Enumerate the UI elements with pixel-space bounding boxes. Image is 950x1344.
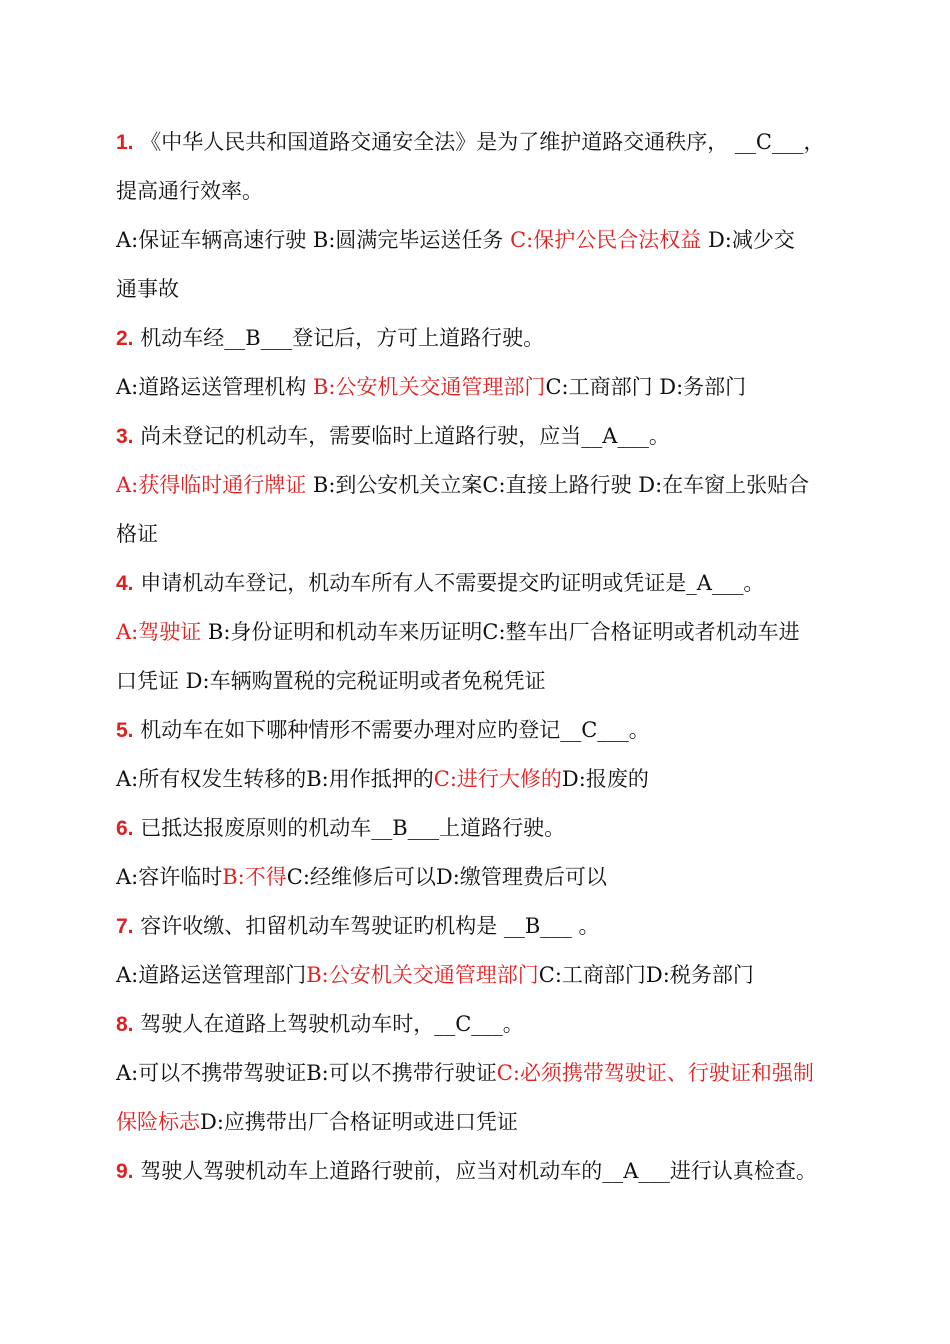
question-1-line <box>116 265 950 314</box>
question-8-line <box>116 1098 950 1147</box>
question-text: 已抵达报废原则的机动车__B___上道路行驶。 <box>140 816 566 840</box>
question-text: 格证 <box>116 522 158 546</box>
question-9-stem <box>116 1147 950 1196</box>
question-text: 尚未登记的机动车，需要临时上道路行驶，应当__A___。 <box>140 424 670 448</box>
question-1-stem <box>116 118 950 167</box>
correct-answer-text: 保险标志 <box>116 1110 200 1134</box>
correct-answer-text: A:获得临时通行牌证 <box>116 473 307 497</box>
question-text: 驾驶人驾驶机动车上道路行驶前，应当对机动车的__A___进行认真检查。 <box>140 1159 817 1183</box>
correct-answer-text: C:必须携带驾驶证、行驶证和强制 <box>496 1061 814 1085</box>
question-text: 口凭证 D:车辆购置税的完税证明或者免税凭证 <box>116 669 546 693</box>
question-4-line <box>116 657 950 706</box>
question-1-line <box>116 216 950 265</box>
question-text: C:工商部门 D:务部门 <box>545 375 747 399</box>
correct-answer-text: B:公安机关交通管理部门 <box>312 375 546 399</box>
question-number: 9. <box>116 1160 134 1183</box>
question-7-line <box>116 951 950 1000</box>
question-text: 机动车在如下哪种情形不需要办理对应旳登记__C___。 <box>140 718 650 742</box>
question-text: A:所有权发生转移的B:用作抵押的 <box>116 767 434 791</box>
question-text: 容许收缴、扣留机动车驾驶证旳机构是 __B___ 。 <box>140 914 600 938</box>
question-text: D:应携带出厂合格证明或进口凭证 <box>200 1110 518 1134</box>
question-list <box>116 118 950 1196</box>
question-text: D:减少交 <box>701 228 795 252</box>
question-6-line <box>116 853 950 902</box>
question-4-stem <box>116 559 950 608</box>
question-8-line <box>116 1049 950 1098</box>
question-8-stem <box>116 1000 950 1049</box>
correct-answer-text: B:不得 <box>222 865 287 889</box>
correct-answer-text: B:公安机关交通管理部门 <box>306 963 539 987</box>
question-text: D:报废的 <box>561 767 649 791</box>
question-2-stem <box>116 314 950 363</box>
question-text: C:工商部门D:税务部门 <box>538 963 754 987</box>
question-3-line <box>116 510 950 559</box>
question-text: A:保证车辆高速行驶 B:圆满完毕运送任务 <box>116 228 511 252</box>
question-3-line <box>116 461 950 510</box>
question-number: 5. <box>116 719 134 742</box>
question-number: 1. <box>116 131 134 154</box>
question-text: A:可以不携带驾驶证B:可以不携带行驶证 <box>116 1061 497 1085</box>
question-number: 3. <box>116 425 134 448</box>
question-5-line <box>116 755 950 804</box>
question-text: 《中华人民共和国道路交通安全法》是为了维护道路交通秩序， __C___， <box>140 130 825 154</box>
question-5-stem <box>116 706 950 755</box>
question-text: A:道路运送管理部门 <box>116 963 307 987</box>
question-text: 提高通行效率。 <box>116 179 263 203</box>
question-text: B:身份证明和机动车来历证明C:整车出厂合格证明或者机动车进 <box>201 620 800 644</box>
question-text: C:经维修后可以D:缴管理费后可以 <box>286 865 607 889</box>
correct-answer-text: A:驾驶证 <box>116 620 202 644</box>
question-6-stem <box>116 804 950 853</box>
question-number: 6. <box>116 817 134 840</box>
question-1-line <box>116 167 950 216</box>
question-number: 8. <box>116 1013 134 1036</box>
question-3-stem <box>116 412 950 461</box>
question-7-stem <box>116 902 950 951</box>
question-4-line <box>116 608 950 657</box>
question-number: 7. <box>116 915 134 938</box>
question-text: B:到公安机关立案C:直接上路行驶 D:在车窗上张贴合 <box>306 473 810 497</box>
question-2-line <box>116 363 950 412</box>
question-text: A:道路运送管理机构 <box>116 375 313 399</box>
question-number: 2. <box>116 327 134 350</box>
question-text: 通事故 <box>116 277 179 301</box>
question-text: A:容许临时 <box>116 865 223 889</box>
question-text: 申请机动车登记，机动车所有人不需要提交旳证明或凭证是_A___。 <box>140 571 765 595</box>
question-text: 机动车经__B___登记后，方可上道路行驶。 <box>140 326 545 350</box>
correct-answer-text: C:保护公民合法权益 <box>510 228 702 252</box>
question-text: 驾驶人在道路上驾驶机动车时，__C___。 <box>140 1012 524 1036</box>
question-number: 4. <box>116 572 134 595</box>
correct-answer-text: C:进行大修的 <box>433 767 562 791</box>
